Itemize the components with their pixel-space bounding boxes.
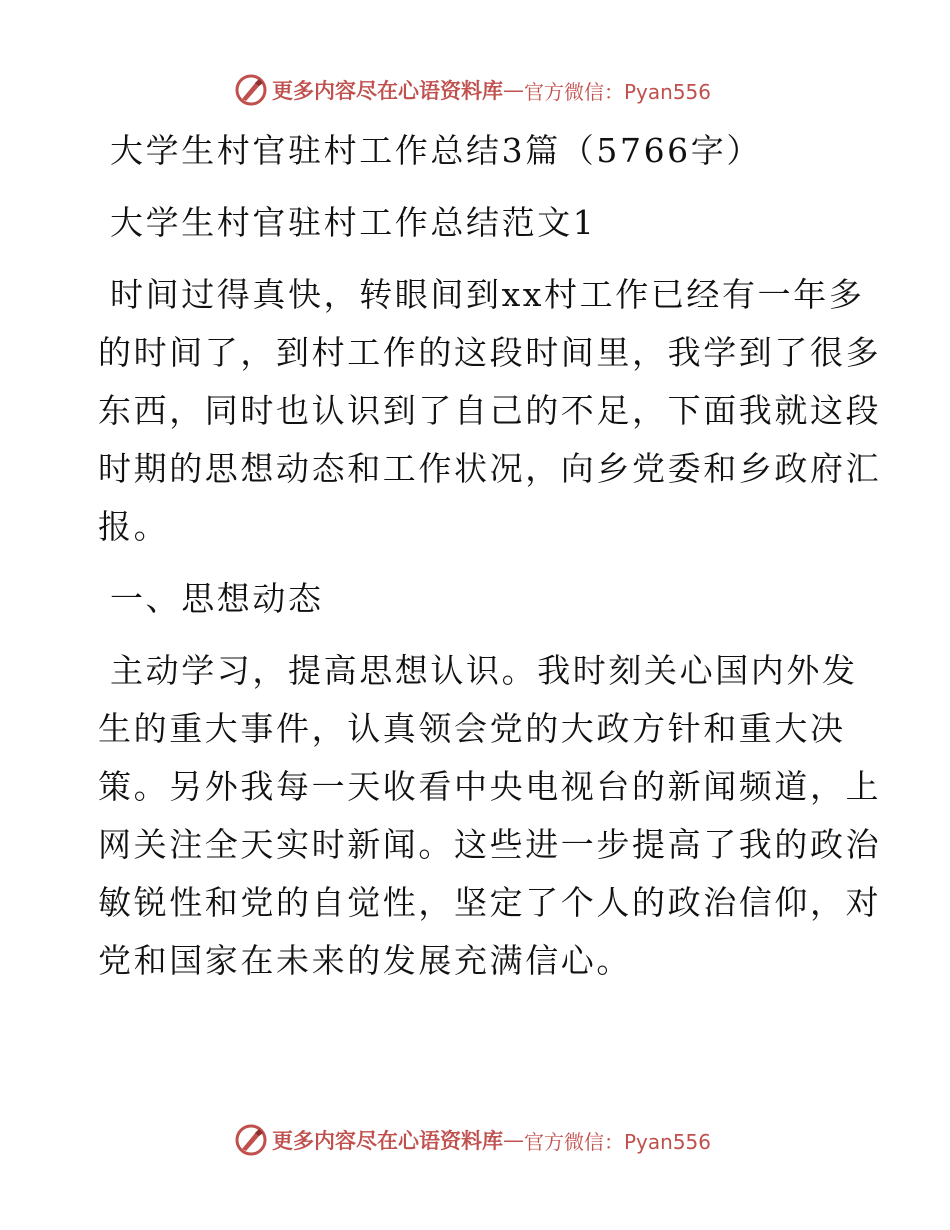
paragraph-line: 生的重大事件，认真领会党的大政方针和重大决 <box>98 709 846 748</box>
paragraph-line: 时期的思想动态和工作状况，向乡党委和乡政府汇 <box>98 449 882 488</box>
watermark-wechat-text: 官方微信：Pyan556 <box>524 79 712 104</box>
document-title: 大学生村官驻村工作总结3篇（5766字） <box>110 131 762 170</box>
watermark-dash: — <box>503 78 524 102</box>
document-subtitle: 大学生村官驻村工作总结范文1 <box>110 203 597 242</box>
paragraph-line: 策。另外我每一天收看中央电视台的新闻频道，上 <box>98 767 882 806</box>
header-watermark <box>234 72 711 108</box>
paragraph-line: 报。 <box>98 507 170 546</box>
paragraph-line: 敏锐性和党的自觉性，坚定了个人的政治信仰，对 <box>98 883 882 922</box>
pen-seal-icon <box>234 73 268 107</box>
paragraph-1 <box>98 266 882 556</box>
paragraph-line: 主动学习，提高思想认识。我时刻关心国内外发 <box>110 651 858 690</box>
watermark-wechat-text: 官方微信：Pyan556 <box>524 1129 712 1154</box>
document-body <box>98 122 882 990</box>
footer-watermark <box>234 1122 711 1158</box>
paragraph-line: 时间过得真快，转眼间到xx村工作已经有一年多 <box>110 275 865 314</box>
pen-seal-icon <box>234 1123 268 1157</box>
paragraph-line: 网关注全天实时新闻。这些进一步提高了我的政治 <box>98 825 882 864</box>
paragraph-line: 党和国家在未来的发展充满信心。 <box>98 941 632 980</box>
paragraph-2 <box>98 642 882 990</box>
section-heading: 一、思想动态 <box>110 579 324 618</box>
watermark-main-text: 更多内容尽在心语资料库 <box>272 78 503 103</box>
watermark-main-text: 更多内容尽在心语资料库 <box>272 1128 503 1153</box>
paragraph-line: 的时间了，到村工作的这段时间里，我学到了很多 <box>98 333 882 372</box>
paragraph-line: 东西，同时也认识到了自己的不足，下面我就这段 <box>98 391 882 430</box>
watermark-dash: — <box>503 1128 524 1152</box>
